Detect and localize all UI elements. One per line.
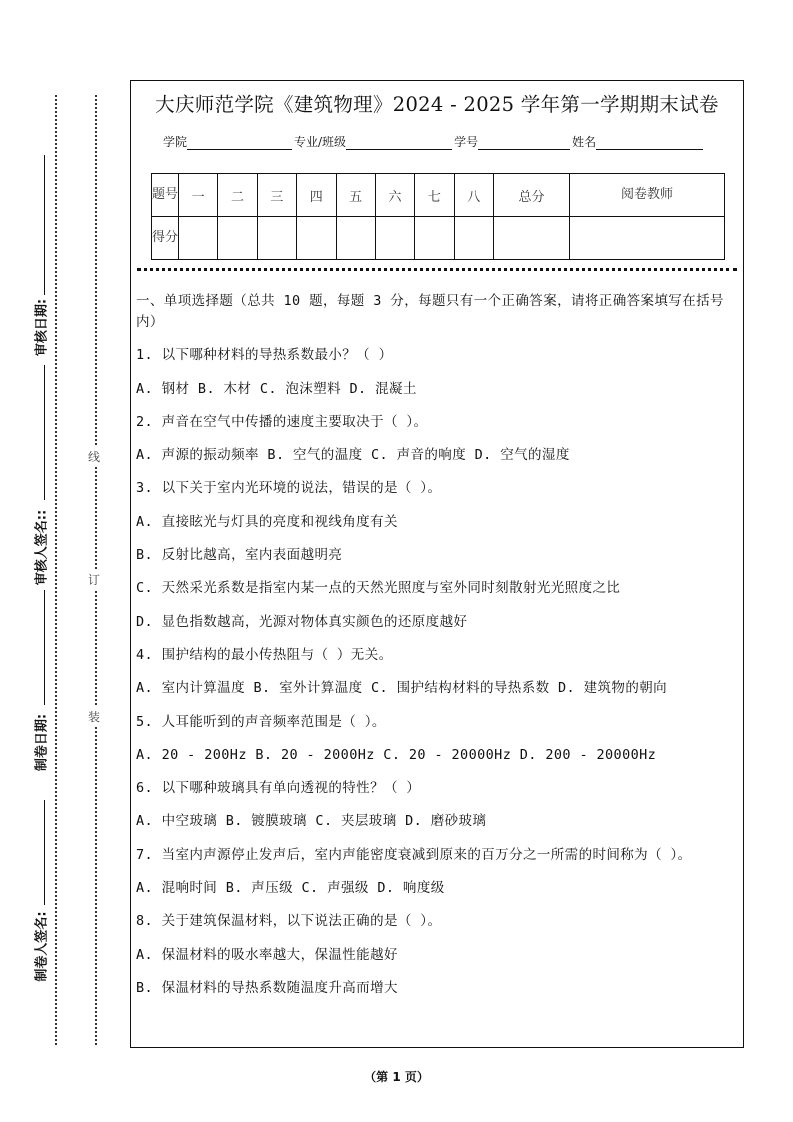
column-header: 七 (415, 174, 454, 217)
question-option: B. 保温材料的导热系数随温度升高而增大 (136, 979, 398, 996)
column-header: 八 (454, 174, 493, 217)
score-table (151, 173, 725, 260)
score-cell (218, 217, 257, 260)
exam-frame (130, 80, 744, 1048)
table-row (152, 217, 725, 260)
reviewer-signature-line (44, 365, 45, 500)
student-id-label: 学号 (454, 135, 479, 149)
question-text: 1. 以下哪种材料的导热系数最小？（ ） (136, 347, 393, 364)
question-option: B. 反射比越高，室内表面越明亮 (136, 547, 343, 564)
column-header: 六 (375, 174, 414, 217)
college-field[interactable] (187, 137, 292, 150)
binding-mark-line: 线 (88, 446, 100, 467)
column-header: 五 (336, 174, 375, 217)
question-text: 7. 当室内声源停止发声后，室内声能密度衰减到原来的百万分之一所需的时间称为（ ）。 (136, 846, 692, 863)
question-options: A. 钢材 B. 木材 C. 泡沫塑料 D. 混凝土 (136, 380, 417, 397)
score-cell (257, 217, 296, 260)
question-body (136, 291, 737, 1011)
score-cell (179, 217, 218, 260)
column-header: 一 (179, 174, 218, 217)
column-header: 阅卷教师 (570, 174, 725, 217)
page-number: （第 1 页） (364, 1070, 429, 1084)
major-class-label: 专业/班级 (294, 135, 347, 149)
question-text: 4. 围护结构的最小传热阻与（ ）无关。 (136, 646, 393, 663)
column-header: 总分 (494, 174, 570, 217)
binding-mark-staple: 订 (88, 569, 100, 590)
question-options: A. 混响时间 B. 声压级 C. 声强级 D. 响度级 (136, 880, 445, 897)
question-options: A. 室内计算温度 B. 室外计算温度 C. 围护结构材料的导热系数 D. 建筑物的朝向 (136, 680, 668, 697)
name-field[interactable] (596, 137, 703, 150)
dotted-separator (137, 268, 737, 271)
question-options: A. 中空玻璃 B. 镀膜玻璃 C. 夹层玻璃 D. 磨砂玻璃 (136, 813, 487, 830)
question-text: 8. 关于建筑保温材料，以下说法正确的是（ ）。 (136, 913, 442, 930)
question-options: A. 声源的振动频率 B. 空气的温度 C. 声音的响度 D. 空气的湿度 (136, 447, 570, 464)
section-heading: 一、单项选择题（总共 10 题，每题 3 分，每题只有一个正确答案，请将正确答案填写在括号内） (136, 293, 724, 330)
college-label: 学院 (163, 135, 188, 149)
question-option: D. 显色指数越高，光源对物体真实颜色的还原度越好 (136, 613, 468, 630)
question-option: C. 天然采光系数是指室内某一点的天然光照度与室外同时刻散射光光照度之比 (136, 580, 621, 597)
student-info-row (163, 133, 705, 150)
score-row-header: 得分 (152, 217, 179, 260)
prepare-date-label: 制卷日期: (34, 713, 50, 772)
binding-mark-bind: 装 (88, 706, 100, 727)
student-id-field[interactable] (478, 137, 570, 150)
question-text: 6. 以下哪种玻璃具有单向透视的特性？（ ） (136, 780, 421, 797)
question-text: 2. 声音在空气中传播的速度主要取决于（ ）。 (136, 413, 428, 430)
question-option: A. 保温材料的吸水率越大，保温性能越好 (136, 946, 398, 963)
exam-title: 大庆师范学院《建筑物理》2024 - 2025 学年第一学期期末试卷 (155, 93, 719, 116)
review-date-line (44, 155, 45, 295)
major-class-field[interactable] (346, 137, 452, 150)
score-cell (336, 217, 375, 260)
table-row (152, 174, 725, 217)
score-cell (454, 217, 493, 260)
preparer-signature-label: 制卷人签名: (34, 911, 50, 982)
score-cell (570, 217, 725, 260)
question-text: 5. 人耳能听到的声音频率范围是（ ）。 (136, 713, 386, 730)
prepare-date-line (44, 590, 45, 705)
preparer-signature-line (44, 800, 45, 905)
name-label: 姓名 (572, 135, 597, 149)
reviewer-signature-label: 审核人签名:: (34, 509, 50, 586)
question-option: A. 直接眩光与灯具的亮度和视线角度有关 (136, 513, 398, 530)
outer-dotted-line (55, 95, 57, 1045)
score-cell (494, 217, 570, 260)
column-header: 三 (257, 174, 296, 217)
score-cell (375, 217, 414, 260)
score-cell (297, 217, 336, 260)
question-number-header: 题号 (152, 174, 179, 217)
question-options: A. 20 - 200Hz B. 20 - 2000Hz C. 20 - 20000Hz D. 200 - 20000Hz (136, 746, 657, 763)
question-text: 3. 以下关于室内光环境的说法，错误的是（ ）。 (136, 480, 442, 497)
review-date-label: 审核日期: (34, 298, 50, 357)
column-header: 四 (297, 174, 336, 217)
score-cell (415, 217, 454, 260)
column-header: 二 (218, 174, 257, 217)
